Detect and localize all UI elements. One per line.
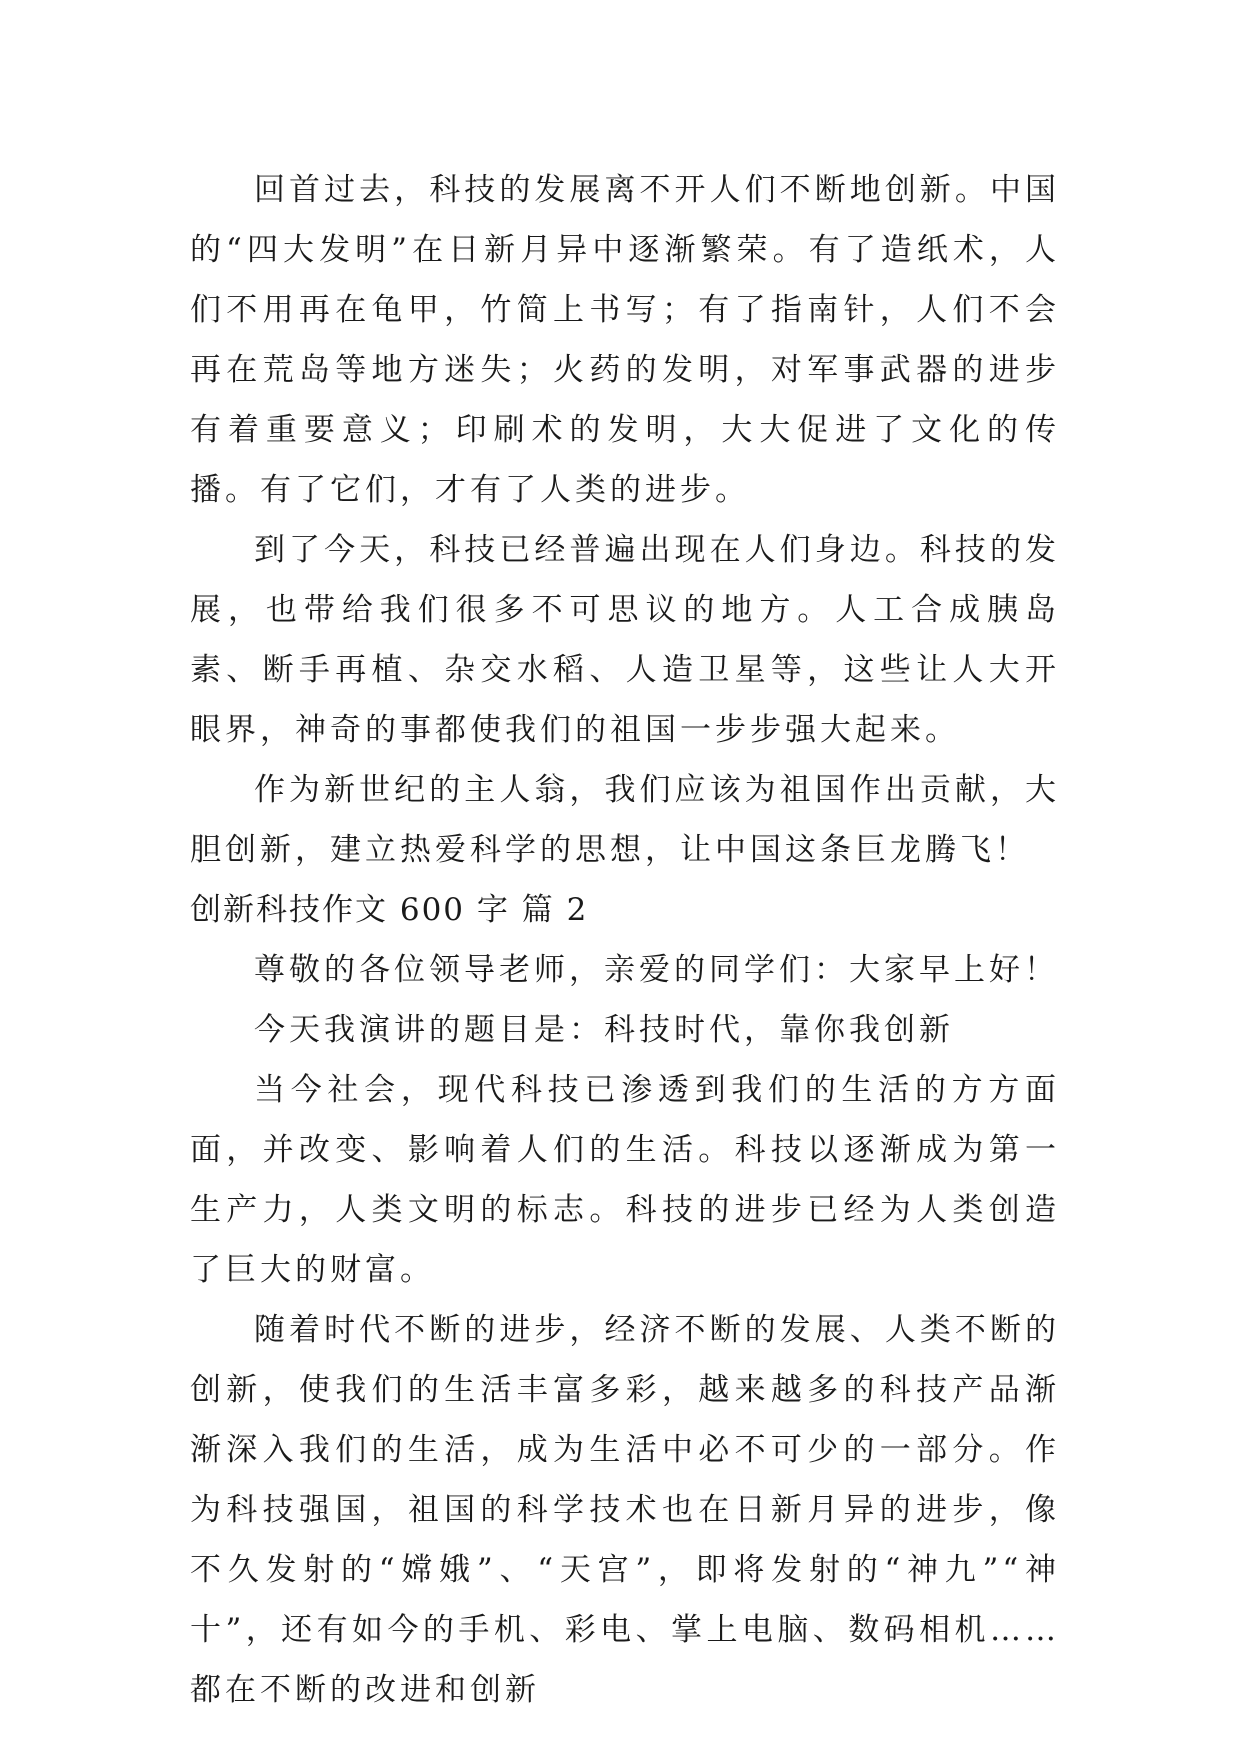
paragraph: 当今社会，现代科技已渗透到我们的生活的方方面面，并改变、影响着人们的生活。科技以逐渐成为第一生产力，人类文明的标志。科技的进步已经为人类创造了巨大的财富。: [190, 1072, 1060, 1288]
paragraph: 今天我演讲的题目是：科技时代，靠你我创新: [254, 1012, 954, 1048]
paragraph: 到了今天，科技已经普遍出现在人们身边。科技的发展，也带给我们很多不可思议的地方。人工合成胰岛素、断手再植、杂交水稻、人造卫星等，这些让人大开眼界，神奇的事都使我们的祖国一步步强大起来。: [190, 532, 1060, 748]
section-heading: 创新科技作文 600 字 篇 2: [190, 892, 589, 928]
paragraph: 随着时代不断的进步，经济不断的发展、人类不断的创新，使我们的生活丰富多彩，越来越多的科技产品渐渐深入我们的生活，成为生活中必不可少的一部分。作为科技强国，祖国的科学技术也在日新月异的进步，像不久发射的“嫦娥”、“天宫”，即将发射的“神九”“神十”，还有如今的手机、彩电、掌上电脑、数码相机……都在不断的改进和创新: [190, 1312, 1060, 1708]
paragraph: 回首过去，科技的发展离不开人们不断地创新。中国的“四大发明”在日新月异中逐渐繁荣。有了造纸术，人们不用再在龟甲，竹简上书写；有了指南针，人们不会再在荒岛等地方迷失；火药的发明，对军事武器的进步有着重要意义；印刷术的发明，大大促进了文化的传播。有了它们，才有了人类的进步。: [190, 172, 1060, 508]
document-body: [190, 160, 1060, 1720]
paragraph: 尊敬的各位领导老师，亲爱的同学们：大家早上好！: [254, 952, 1059, 988]
paragraph: 作为新世纪的主人翁，我们应该为祖国作出贡献，大胆创新，建立热爱科学的思想，让中国这条巨龙腾飞！: [190, 772, 1060, 868]
